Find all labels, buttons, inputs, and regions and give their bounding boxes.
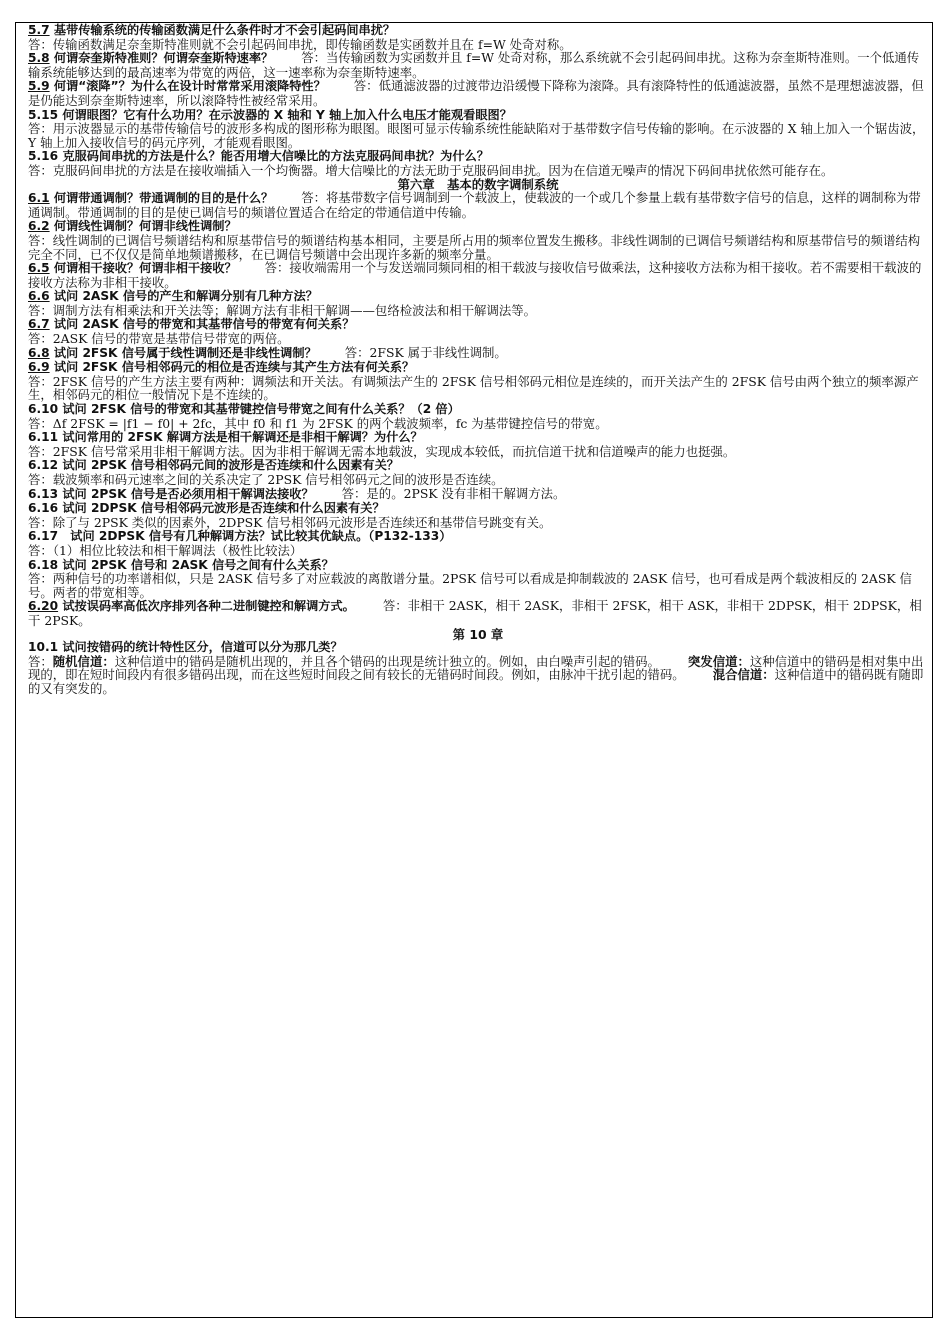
- question: [28, 51, 273, 65]
- question: [28, 458, 399, 472]
- question-text: 试问 2ASK 信号的产生和解调分别有几种方法？: [49, 289, 318, 304]
- qa-item: [28, 402, 928, 430]
- question-text: 试问 2DPSK 信号有几种解调方法？试比较其优缺点。（P132-133）: [58, 529, 452, 544]
- answer: 答：载波频率和码元速率之间的关系决定了 2PSK 信号相邻码元之间的波形是否连续。: [28, 472, 504, 487]
- qa-item: [28, 501, 928, 529]
- qa-item: [28, 529, 928, 557]
- question-text: 何谓相干接收？何谓非相干接收？: [49, 261, 237, 276]
- chapter6-heading: 第六章 基本的数字调制系统: [397, 176, 559, 192]
- question-text: 基带传输系统的传输函数满足什么条件时才不会引起码间串扰？: [49, 23, 396, 37]
- question-text: 试问 2PSK 信号和 2ASK 信号之间有什么关系？: [58, 557, 334, 572]
- qa-item: [28, 599, 928, 627]
- term-burst-channel: 突发信道：: [687, 653, 750, 669]
- question: [28, 289, 318, 303]
- question: [28, 558, 334, 572]
- question-number: 6.7: [28, 317, 50, 332]
- qa-item: [28, 317, 928, 345]
- question-number: 5.16: [28, 149, 59, 164]
- qa-item: [28, 558, 928, 600]
- question-text: 试问 2FSK 信号的带宽和其基带键控信号带宽之间有什么关系？（2 倍）: [58, 402, 460, 417]
- desc-random-channel: 这种信道中的错码是随机出现的，并且各个错码的出现是统计独立的。例如，由白噪声引起的错码。: [114, 653, 660, 669]
- question-text: 试问按错码的统计特性区分，信道可以分为那几类？: [58, 640, 343, 655]
- chapter10-heading: 第 10 章: [452, 626, 504, 642]
- qa-item: [28, 430, 928, 458]
- qa-item: [28, 219, 928, 261]
- qa-item: [28, 487, 928, 502]
- question-text: 何谓“滚降”？为什么在设计时常常采用滚降特性？: [49, 79, 326, 94]
- qa-item: [28, 346, 928, 361]
- question-number: 6.17: [28, 529, 59, 544]
- question-text: 何谓线性调制？何谓非线性调制？: [49, 219, 237, 234]
- qa-item: [28, 149, 928, 177]
- qa-10-1: [28, 641, 928, 695]
- question: [28, 360, 414, 374]
- desc-mixed-channel: 这种信道中的错码既有随即的又有突发的。: [28, 667, 924, 696]
- answer: 答：非相干 2ASK，相干 2ASK，非相干 2FSK，相干 ASK，非相干 2DPSK，相干 2DPSK，相干 2PSK。: [28, 598, 922, 628]
- question-number: 6.8: [28, 345, 50, 360]
- question-text: 克服码间串扰的方法是什么？能否用增大信噪比的方法克服码间串扰？为什么？: [58, 149, 489, 164]
- qa-item: [28, 108, 928, 150]
- answer: 答：当传输函数为实函数并且 f=W 处奇对称，那么系统就不会引起码间串扰。这称为奈奎斯特准则。一个低通传输系统能够达到的最高速率为带宽的两倍，这一速率称为奈奎斯特速率。: [28, 50, 920, 80]
- question: [28, 317, 354, 331]
- question-number: 6.2: [28, 219, 50, 234]
- question-number: 6.16: [28, 501, 59, 516]
- question: [28, 346, 317, 360]
- qa-item: [28, 51, 928, 79]
- question-text: 试问常用的 2FSK 解调方法是相干解调还是非相干解调？为什么？: [58, 430, 423, 445]
- question-number: 5.15: [28, 107, 59, 122]
- question: [28, 219, 237, 233]
- term-random-channel: 随机信道：: [52, 653, 115, 669]
- question: [28, 191, 273, 205]
- question: [28, 501, 385, 515]
- answer: 答：两种信号的功率谱相似，只是 2ASK 信号多了对应载波的离散谱分量。2PSK 信号可以看成是抑制载波的 2ASK 信号，也可看成是两个载波相反的 2ASK 信号。两者的带宽相等。: [28, 571, 912, 600]
- question-number: 6.9: [28, 360, 50, 375]
- question-text: 试问 2FSK 信号属于线性调制还是非线性调制？: [49, 345, 317, 360]
- desc-burst-channel: 这种信道中的错码是相对集中出现的，即在短时间段内有很多错码出现，而在这些短时间段之间有较长的无错码时间段。例如，由脉冲干扰引起的错码。: [28, 653, 924, 683]
- question-number: 6.10: [28, 402, 59, 417]
- chapter5-section: [28, 23, 928, 178]
- question-text: 试问 2PSK 信号相邻码元间的波形是否连续和什么因素有关？: [58, 458, 399, 473]
- answer: 答：接收端需用一个与发送端同频同相的相干载波与接收信号做乘法，这种接收方法称为相干接收。若不需要相干载波的接收方法称为非相干接收。: [28, 260, 922, 290]
- answer: 答：克服码间串扰的方法是在接收端插入一个均衡器。增大信噪比的方法无助于克服码间串扰。因为在信道无噪声的情况下码间串扰依然可能存在。: [28, 162, 834, 178]
- answer: 答：Δf 2FSK = |f1 − f0| + 2fc，其中 f0 和 f1 为 2FSK 的两个载波频率，fc 为基带键控信号的带宽。: [28, 415, 608, 431]
- answer: 答：2FSK 信号常采用非相干解调方法。因为非相干解调无需本地载波，实现成本较低，而抗信道干扰和信道噪声的能力也挺强。: [28, 443, 736, 459]
- answer: 答：（1）相位比较法和相干解调法（极性比较法）: [28, 542, 303, 558]
- question: [28, 430, 423, 444]
- question: [28, 261, 237, 275]
- question-text: 试问 2PSK 信号是否必须用相干解调法接收？: [58, 486, 314, 501]
- answer: 答：2ASK 信号的带宽是基带信号带宽的两倍。: [28, 331, 290, 347]
- answer: 答：用示波器显示的基带传输信号的波形多构成的图形称为眼图。眼图可显示传输系统性能缺陷对于基带数字信号传输的影响。在示波器的 X 轴上加入一个锯齿波，Y 轴上加入接收信号的码元序列，才能观看眼图。: [28, 121, 925, 150]
- question-number: 6.12: [28, 458, 59, 473]
- qa-item: [28, 458, 928, 486]
- question-text: 试按误码率高低次序排列各种二进制键控和解调方式。: [58, 599, 355, 614]
- qa-item: [28, 289, 928, 317]
- answer: 答：2FSK 属于非线性调制。: [344, 344, 507, 360]
- question-number: 6.5: [28, 261, 50, 276]
- question-text: 试问 2DPSK 信号相邻码元波形是否连续和什么因素有关？: [58, 501, 385, 516]
- answer: 答：调制方法有相乘法和开关法等；解调方法有非相干解调——包络检波法和相干解调法等。: [28, 302, 537, 318]
- question-number: 10.1: [28, 640, 59, 655]
- question-text: 试问 2FSK 信号相邻码元的相位是否连续与其产生方法有何关系？: [49, 360, 415, 375]
- answer: 答：2FSK 信号的产生方法主要有两种：调频法和开关法。有调频法产生的 2FSK 信号相邻码元相位是连续的，而开关法产生的 2FSK 信号由两个独立的频率源产生，相邻码元的相位一般情况下是不连续的。: [28, 373, 919, 403]
- question-number: 6.6: [28, 289, 50, 304]
- question-text: 何谓带通调制？带通调制的目的是什么？: [49, 191, 274, 206]
- question: [28, 79, 326, 93]
- answer-prefix: 答：: [28, 653, 53, 669]
- qa-item: [28, 79, 928, 107]
- qa-item: [28, 261, 928, 289]
- qa-item: [28, 360, 928, 402]
- document-page: [15, 22, 933, 1318]
- question-text: 何谓眼图？它有什么功用？在示波器的 X 轴和 Y 轴上加入什么电压才能观看眼图？: [58, 107, 512, 122]
- answer: 答：除了与 2PSK 类似的因素外，2DPSK 信号相邻码元波形是否连续还和基带信号跳变有关。: [28, 514, 552, 530]
- question-number: 6.20: [28, 599, 59, 614]
- question: [28, 402, 460, 416]
- answer: 答：线性调制的已调信号频谱结构和原基带信号的频谱结构基本相同，主要是所占用的频率位置发生搬移。非线性调制的已调信号频谱结构和原基带信号的频谱结构完全不同，已不仅仅是简单地频谱搬移，在已调信号频谱中会出现许多新的频率分量。: [28, 232, 921, 262]
- question: [28, 23, 395, 37]
- answer: 答：传输函数满足奈奎斯特准则就不会引起码间串扰，即传输函数是实函数并且在 f=W 处奇对称。: [28, 36, 572, 52]
- qa-item: [28, 23, 928, 51]
- question-number: 6.11: [28, 430, 59, 445]
- term-mixed-channel: 混合信道：: [712, 667, 775, 683]
- answer: 答：低通滤波器的过渡带边沿缓慢下降称为滚降。具有滚降特性的低通滤波器，虽然不是理想滤波器，但是仍能达到奈奎斯特速率，所以滚降特性被经常采用。: [28, 78, 924, 108]
- chapter6-section: [28, 191, 928, 627]
- question-number: 5.8: [28, 51, 50, 66]
- question-number: 6.18: [28, 557, 59, 572]
- answer: [28, 655, 928, 696]
- question: [28, 529, 451, 543]
- qa-item: [28, 191, 928, 219]
- question: [28, 599, 355, 613]
- question-number: 5.7: [28, 23, 50, 37]
- question-number: 5.9: [28, 79, 50, 94]
- question: [28, 149, 489, 163]
- question: [28, 108, 512, 122]
- question-text: 试问 2ASK 信号的带宽和其基带信号的带宽有何关系？: [49, 317, 355, 332]
- question: [28, 641, 928, 655]
- answer: 答：将基带数字信号调制到一个载波上，使载波的一个或几个参量上载有基带数字信号的信息，这样的调制称为带通调制。带通调制的目的是使已调信号的频谱位置适合在给定的带通信道中传输。: [28, 190, 921, 220]
- question-number: 6.1: [28, 191, 50, 206]
- question-number: 6.13: [28, 486, 59, 501]
- question: [28, 487, 314, 501]
- answer: 答：是的。2PSK 没有非相干解调方法。: [341, 485, 566, 501]
- question-text: 何谓奈奎斯特准则？何谓奈奎斯特速率？: [49, 51, 274, 66]
